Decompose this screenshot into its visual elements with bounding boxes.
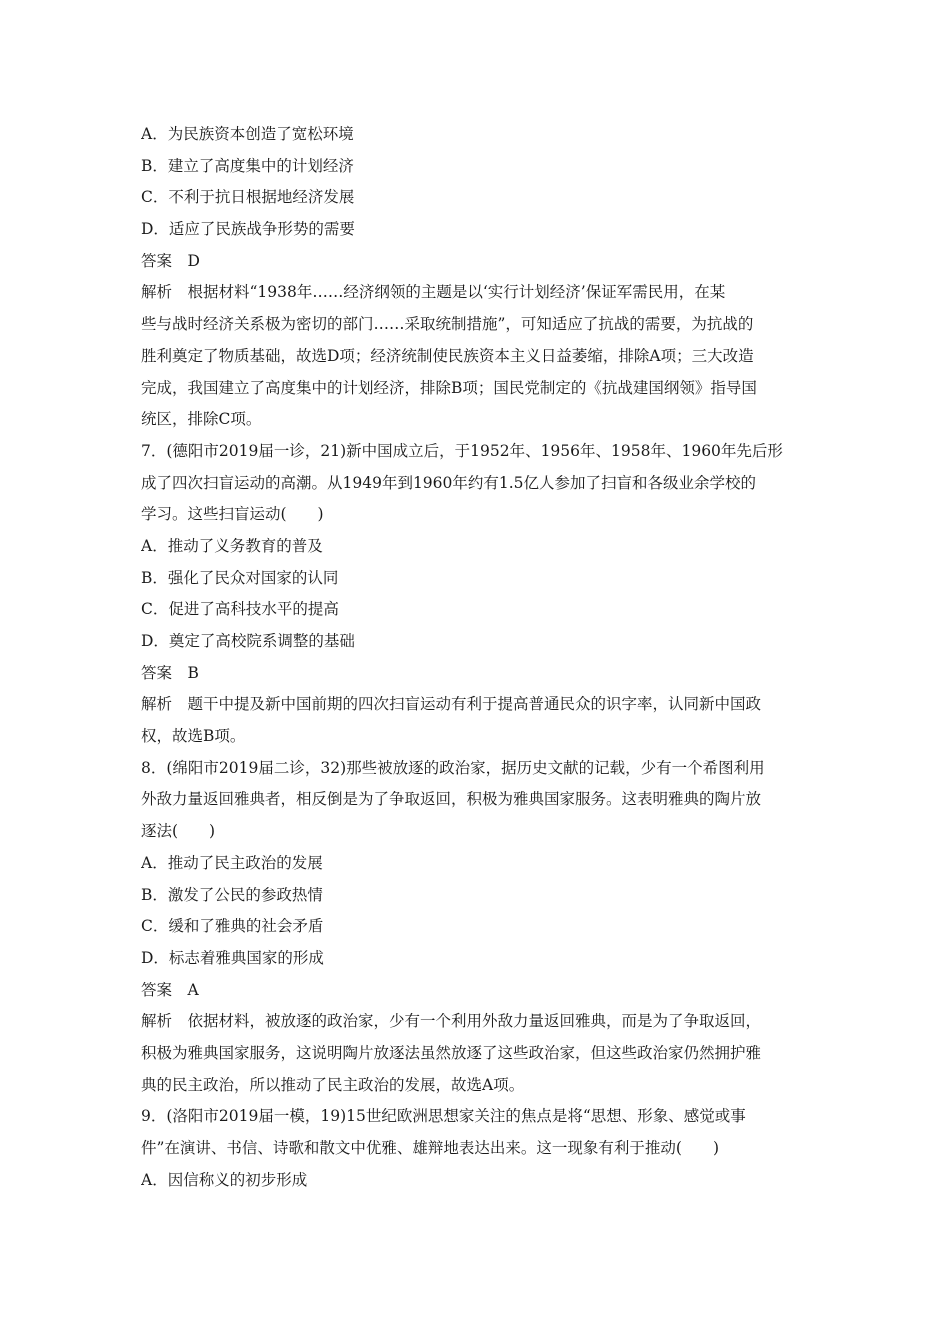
- paragraph-line: 胜利奠定了物质基础，故选D项；经济统制使民族资本主义日益萎缩，排除A项；三大改造: [141, 346, 754, 365]
- option-line: D．适应了民族战争形势的需要: [141, 220, 355, 239]
- paragraph-line: 统区，排除C项。: [141, 410, 262, 429]
- paragraph-line: 学习。这些扫盲运动( ): [141, 505, 324, 524]
- option-line: C．缓和了雅典的社会矛盾: [141, 917, 324, 936]
- option-line: B．激发了公民的参政热情: [141, 885, 323, 904]
- paragraph-line: 解析 依据材料，被放逐的政治家，少有一个利用外敌力量返回雅典，而是为了争取返回，: [141, 1012, 762, 1031]
- paragraph-line: 完成，我国建立了高度集中的计划经济，排除B项；国民党制定的《抗战建国纲领》指导国: [141, 378, 757, 397]
- option-line: D．奠定了高校院系调整的基础: [141, 632, 355, 650]
- paragraph-line: 外敌力量返回雅典者，相反倒是为了争取返回，积极为雅典国家服务。这表明雅典的陶片放: [141, 790, 762, 809]
- option-line: B．强化了民众对国家的认同: [141, 568, 339, 587]
- paragraph-line: 权，故选B项。: [141, 727, 246, 746]
- paragraph-line: 解析 题干中提及新中国前期的四次扫盲运动有利于提高普通民众的识字率，认同新中国政: [141, 695, 762, 714]
- option-line: B．建立了高度集中的计划经济: [141, 156, 354, 175]
- paragraph-line: 解析 根据材料“1938年……经济纲领的主题是以‘实行计划经济’保证军需民用，在某: [141, 283, 726, 302]
- paragraph-line: 些与战时经济关系极为密切的部门……采取统制措施”，可知适应了抗战的需要，为抗战的: [141, 315, 754, 334]
- option-line: C．促进了高科技水平的提高: [141, 600, 339, 619]
- answer-line: 答案 D: [141, 251, 200, 270]
- option-line: A．推动了义务教育的普及: [141, 536, 323, 555]
- page-content: [141, 119, 813, 1196]
- option-line: C．不利于抗日根据地经济发展: [141, 188, 355, 207]
- paragraph-line: 成了四次扫盲运动的高潮。从1949年到1960年约有1.5亿人参加了扫盲和各级业余学校的: [141, 473, 757, 492]
- paragraph-line: 积极为雅典国家服务，这说明陶片放逐法虽然放逐了这些政治家，但这些政治家仍然拥护雅: [141, 1043, 762, 1062]
- paragraph-line: 8．(绵阳市2019届二诊，32)那些被放逐的政治家，据历史文献的记载，少有一个希图利用: [141, 758, 765, 777]
- option-line: D．标志着雅典国家的形成: [141, 948, 324, 967]
- paragraph-line: 件”在演讲、书信、诗歌和散文中优雅、雄辩地表达出来。这一现象有利于推动( ): [141, 1139, 720, 1157]
- option-line: A．推动了民主政治的发展: [141, 853, 323, 872]
- paragraph-line: 7．(德阳市2019届一诊，21)新中国成立后，于1952年、1956年、1958年、1960年先后形: [141, 441, 783, 460]
- answer-line: 答案 B: [141, 663, 199, 682]
- paragraph-line: 9．(洛阳市2019届一模，19)15世纪欧洲思想家关注的焦点是将“思想、形象、感觉或事: [141, 1107, 746, 1126]
- option-line: A．因信称义的初步形成: [141, 1170, 308, 1189]
- paragraph-line: 典的民主政治，所以推动了民主政治的发展，故选A项。: [141, 1075, 525, 1094]
- answer-line: 答案 A: [141, 980, 199, 999]
- option-line: A．为民族资本创造了宽松环境: [141, 125, 354, 143]
- paragraph-line: 逐法( ): [141, 822, 216, 841]
